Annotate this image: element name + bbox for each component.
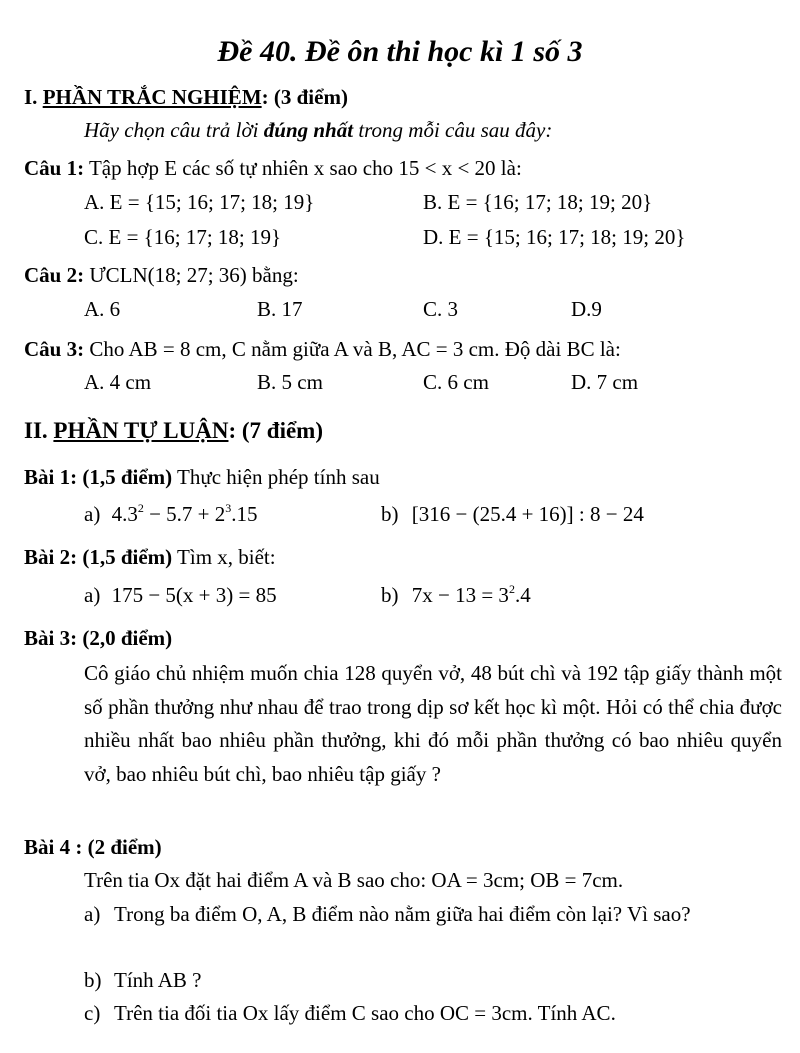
bai1-text: Thực hiện phép tính sau <box>172 465 380 489</box>
bai2-part-a <box>84 582 277 608</box>
exercise-2 <box>24 544 276 570</box>
bai2-b-p1: 7x − 13 = 3 <box>411 583 509 607</box>
bai1-part-b <box>381 501 644 527</box>
bai4-b-label: b) <box>84 968 102 992</box>
bai4-label: Bài 4 : (2 điểm) <box>24 835 162 859</box>
bai1-part-a <box>84 501 258 527</box>
q3-label: Câu 3: <box>24 337 85 361</box>
bai2-b-expression <box>412 583 531 607</box>
q3-option-b: B. 5 cm <box>257 370 323 394</box>
part1-number: I. <box>24 85 38 109</box>
q3-option-c: C. 6 cm <box>423 370 489 394</box>
question-1 <box>24 155 522 181</box>
q1-option-a: A. E = {15; 16; 17; 18; 19} <box>84 190 315 214</box>
exercise-1 <box>24 464 380 490</box>
bai2-a-label: a) <box>84 583 101 607</box>
q2-option-c: C. 3 <box>423 297 459 321</box>
q3-option-d: D. 7 cm <box>571 370 639 394</box>
q2-option-a: A. 6 <box>84 297 121 321</box>
instr-pre: Hãy chọn câu trả lời <box>84 118 264 142</box>
q3-option-a: A. 4 cm <box>84 370 152 394</box>
bai2-b-label: b) <box>381 583 399 607</box>
q2-text: ƯCLN(18; 27; 36) bằng: <box>84 263 299 287</box>
bai1-a-p3: .15 <box>231 502 258 526</box>
bai1-a-expression <box>112 502 258 526</box>
bai4-part-c <box>84 997 782 1030</box>
bai1-a-p1: 4.3 <box>111 502 138 526</box>
part1-title: PHẦN TRẮC NGHIỆM <box>42 85 262 109</box>
q2-label: Câu 2: <box>24 263 85 287</box>
bai1-a-label: a) <box>84 502 101 526</box>
bai4-part-b <box>84 964 782 997</box>
q3-text: Cho AB = 8 cm, C nằm giữa A và B, AC = 3 cm. Độ dài BC là: <box>84 337 621 361</box>
q1-label: Câu 1: <box>24 156 85 180</box>
part2-title: PHẦN TỰ LUẬN <box>53 418 229 443</box>
question-2 <box>24 262 299 288</box>
bai1-b-expression: [316 − (25.4 + 16)] : 8 − 24 <box>411 502 644 526</box>
q2-option-b: B. 17 <box>257 297 303 321</box>
bai1-label: Bài 1: (1,5 điểm) <box>24 465 173 489</box>
bai4-a-label: a) <box>84 902 101 926</box>
bai1-a-e2: 3 <box>225 501 232 515</box>
part2-number: II. <box>24 418 48 443</box>
bai2-b-p2: .4 <box>514 583 531 607</box>
bai4-c-text: Trên tia đối tia Ox lấy điểm C sao cho OC = 3cm. Tính AC. <box>114 1001 616 1025</box>
bai4-b-text: Tính AB ? <box>114 968 202 992</box>
q1-text: Tập hợp E các số tự nhiên x sao cho 15 < x < 20 là: <box>84 156 522 180</box>
part1-instruction <box>84 117 552 143</box>
part1-heading <box>24 84 348 110</box>
bai1-a-e1: 2 <box>137 501 144 515</box>
q1-option-d: D. E = {15; 16; 17; 18; 19; 20} <box>423 225 686 249</box>
bai1-b-label: b) <box>381 502 399 526</box>
part2-points: : (7 điểm) <box>228 418 323 443</box>
bai3-label: Bài 3: (2,0 điểm) <box>24 626 173 650</box>
question-3 <box>24 336 621 362</box>
bai4-c-label: c) <box>84 1001 101 1025</box>
part1-points: : (3 điểm) <box>261 85 348 109</box>
bai4-a-text: Trong ba điểm O, A, B điểm nào nằm giữa hai điểm còn lại? Vì sao? <box>114 902 691 926</box>
bai3-text: Cô giáo chủ nhiệm muốn chia 128 quyển vở, 48 bút chì và 192 tập giấy thành một số phần thưởng như nhau để trao trong dịp sơ kết học kì một. Hỏi có thể chia được nhiều nhất bao nhiêu phần thưởng, khi đó mỗi phần thưởng có bao nhiêu quyển vở, bao nhiêu bút chì, bao nhiêu tập giấy ? <box>84 661 782 786</box>
bai2-a-expression: 175 − 5(x + 3) = 85 <box>111 583 277 607</box>
bai2-b-e1: 2 <box>508 582 515 596</box>
bai2-label: Bài 2: (1,5 điểm) <box>24 545 173 569</box>
q2-option-d: D.9 <box>571 297 602 321</box>
instr-post: trong mỗi câu sau đây: <box>353 118 553 142</box>
bai1-a-p2: − 5.7 + 2 <box>143 502 226 526</box>
bai4-part-a <box>84 898 782 964</box>
bai2-part-b <box>381 582 531 608</box>
q1-option-b: B. E = {16; 17; 18; 19; 20} <box>423 190 653 214</box>
q1-option-c: C. E = {16; 17; 18; 19} <box>84 225 282 249</box>
instr-bold: đúng nhất <box>263 118 354 142</box>
bai4-text: Trên tia Ox đặt hai điểm A và B sao cho: OA = 3cm; OB = 7cm. <box>84 868 624 892</box>
page-title: Đề 40. Đề ôn thi học kì 1 số 3 <box>217 35 583 68</box>
part2-heading <box>24 418 323 444</box>
bai2-text: Tìm x, biết: <box>172 545 276 569</box>
